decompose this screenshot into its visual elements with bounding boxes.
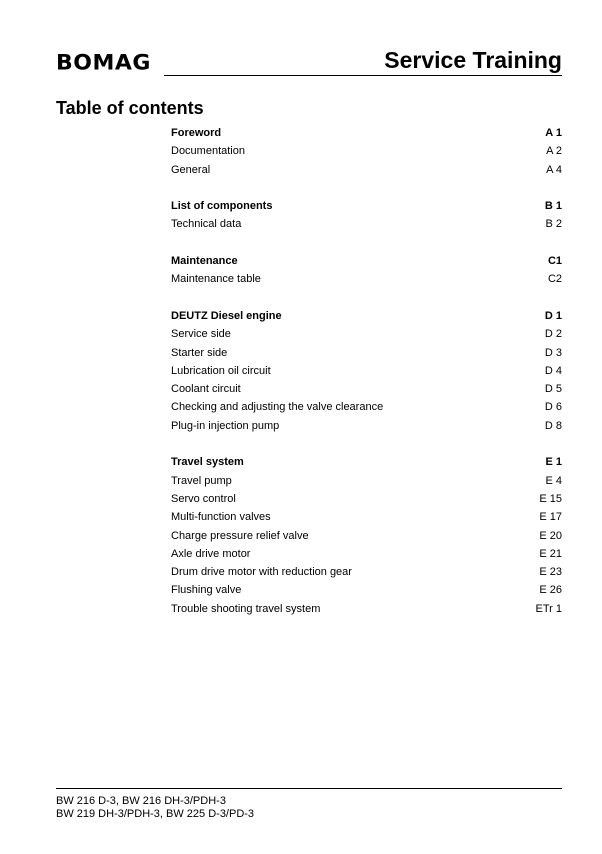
toc-page-number: E 20 — [539, 529, 562, 542]
toc-entry[interactable] — [171, 161, 562, 179]
toc-entry[interactable] — [171, 508, 562, 526]
toc-section-heading[interactable] — [171, 307, 562, 325]
footer-models-line-1: BW 216 D-3, BW 216 DH-3/PDH-3 — [56, 795, 226, 807]
toc-entry-label: Charge pressure relief valve — [171, 529, 309, 542]
toc-entry[interactable] — [171, 563, 562, 581]
toc-page-number: E 1 — [545, 456, 562, 469]
toc-section-spacer — [171, 179, 562, 197]
toc-page-number: E 26 — [539, 584, 562, 597]
toc-entry-label: Flushing valve — [171, 584, 242, 597]
page-header — [56, 44, 562, 78]
bomag-logo: BOMAG — [56, 51, 151, 76]
toc-page-number: D 2 — [544, 328, 562, 341]
toc-page-number: A 2 — [546, 145, 562, 158]
toc-page-number: C2 — [547, 273, 562, 286]
toc-page-number: D 4 — [544, 364, 562, 377]
footer-rule — [56, 788, 562, 789]
toc-page-number: D 1 — [544, 309, 562, 322]
toc-page-number: B 2 — [545, 218, 562, 231]
toc-entry[interactable] — [171, 362, 562, 380]
toc-entry-label: Servo control — [171, 492, 236, 505]
toc-entry-label: Maintenance table — [171, 273, 261, 286]
toc-section-spacer — [171, 234, 562, 252]
toc-section-title: Travel system — [171, 456, 244, 469]
toc-entry[interactable] — [171, 380, 562, 398]
toc-entry[interactable] — [171, 417, 562, 435]
toc-entry[interactable] — [171, 600, 562, 618]
footer — [56, 795, 254, 821]
toc-section-title: DEUTZ Diesel engine — [171, 309, 282, 322]
toc-entry[interactable] — [171, 398, 562, 416]
footer-models-line-2: BW 219 DH-3/PDH-3, BW 225 D-3/PD-3 — [56, 808, 255, 820]
toc-entry-label: Plug-in injection pump — [171, 419, 280, 432]
toc-entry-label: Lubrication oil circuit — [171, 364, 271, 377]
toc-entry-label: Travel pump — [171, 474, 232, 487]
service-training-title: Service Training — [384, 47, 562, 73]
toc-section-title: Maintenance — [171, 255, 238, 268]
toc-page-number: B 1 — [544, 200, 562, 213]
toc-entry-label: Technical data — [171, 218, 242, 231]
toc-entry[interactable] — [171, 545, 562, 563]
toc-entry[interactable] — [171, 270, 562, 288]
toc-section-heading[interactable] — [171, 124, 562, 142]
toc-page-number: E 21 — [539, 547, 562, 560]
toc-section-heading[interactable] — [171, 252, 562, 270]
toc-entry[interactable] — [171, 581, 562, 599]
toc-page-number: E 15 — [539, 492, 562, 505]
toc-page-number: D 5 — [544, 383, 562, 396]
toc-section-heading[interactable] — [171, 453, 562, 471]
toc-page-number: D 6 — [544, 401, 562, 414]
toc-page-number: E 23 — [539, 566, 562, 579]
toc-entry-label: Service side — [171, 328, 231, 341]
toc-entry-label: Axle drive motor — [171, 547, 251, 560]
toc-entry-label: Starter side — [171, 346, 228, 359]
toc-entry[interactable] — [171, 472, 562, 490]
toc-entry-label: Coolant circuit — [171, 383, 241, 396]
page-title: Table of contents — [56, 98, 204, 118]
toc-entry[interactable] — [171, 325, 562, 343]
toc-page-number: A 1 — [545, 127, 562, 139]
toc-page-number: A 4 — [546, 163, 562, 176]
toc-section-title: Foreword — [171, 127, 222, 139]
toc-page-number: D 3 — [544, 346, 562, 359]
toc-page-number: C1 — [547, 255, 562, 268]
toc-entry-label: Checking and adjusting the valve clearance — [171, 401, 384, 414]
toc-entry[interactable] — [171, 527, 562, 545]
toc-page-number: D 8 — [544, 419, 562, 432]
toc-entry[interactable] — [171, 344, 562, 362]
toc-entry[interactable] — [171, 490, 562, 508]
toc-page-number: E 4 — [545, 474, 562, 487]
header-rule — [164, 75, 562, 76]
toc-entry-label: Trouble shooting travel system — [171, 602, 321, 615]
toc-section-title: List of components — [171, 200, 273, 213]
toc-entry[interactable] — [171, 215, 562, 233]
toc-entry-label: General — [171, 163, 211, 176]
toc-page-number: ETr 1 — [535, 602, 562, 615]
toc-entry-label: Drum drive motor with reduction gear — [171, 566, 352, 579]
toc-section-spacer — [171, 289, 562, 307]
toc-section-spacer — [171, 435, 562, 453]
toc-page-number: E 17 — [539, 511, 562, 524]
toc-section-heading[interactable] — [171, 197, 562, 215]
table-of-contents — [171, 124, 562, 618]
toc-entry[interactable] — [171, 142, 562, 160]
toc-entry-label: Documentation — [171, 145, 245, 158]
toc-entry-label: Multi-function valves — [171, 511, 271, 524]
